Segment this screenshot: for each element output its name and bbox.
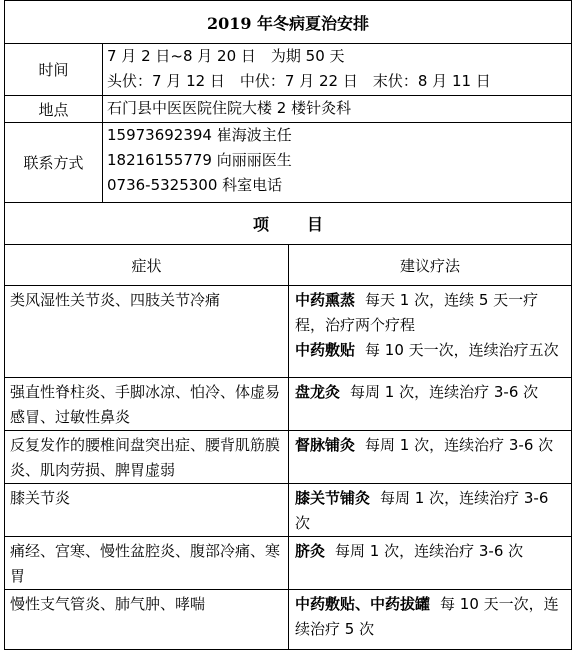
therapy-name: 中药熏蒸 [295,291,356,309]
symptom-cell: 慢性支气管炎、肺气肿、哮喘 [5,590,289,650]
therapy-header: 建议疗法 [289,245,572,286]
table-row [5,378,572,431]
fu-dates: 头伏：7 月 12 日 中伏：7 月 22 日 末伏：8 月 11 日 [107,72,491,90]
time-range: 7 月 2 日~8 月 20 日 为期 50 天 [107,47,345,65]
schedule-table [4,0,572,650]
therapy-name: 督脉铺灸 [295,436,356,454]
schedule-document [4,0,571,650]
therapy-desc: 每周 1 次，连续治疗 3-6 次 [295,489,549,532]
therapy-desc: 每周 1 次，连续治疗 3-6 次 [335,542,524,560]
table-row [5,431,572,484]
table-row [5,537,572,590]
symptom-cell: 类风湿性关节炎、四肢关节冷痛 [5,286,289,378]
therapy-desc: 每天 1 次，连续 5 天一疗程，治疗两个疗程 [295,291,539,334]
therapy-name: 中药敷贴、中药拔罐 [295,595,431,613]
contact-cell [103,123,572,203]
table-row [5,484,572,537]
section-title: 项 目 [5,203,572,245]
therapy-cell [289,537,572,590]
therapy-cell [289,378,572,431]
symptom-cell: 痛经、宫寒、慢性盆腔炎、腹部冷痛、寒胃 [5,537,289,590]
symptom-header: 症状 [5,245,289,286]
document-title: 2019 年冬病夏治安排 [5,1,572,44]
therapy-name: 盘龙灸 [295,383,341,401]
therapy-cell [289,286,572,378]
therapy-desc: 每 10 天一次，连续治疗 5 次 [295,595,559,638]
therapy-cell [289,590,572,650]
place-value: 石门县中医医院住院大楼 2 楼针灸科 [103,96,572,123]
therapy-desc: 每 10 天一次，连续治疗五次 [365,341,559,359]
contact-line: 18216155779 向丽丽医生 [107,151,292,169]
symptom-cell: 反复发作的腰椎间盘突出症、腰背肌筋膜炎、肌肉劳损、脾胃虚弱 [5,431,289,484]
therapy-cell [289,484,572,537]
table-row [5,590,572,650]
therapy-name: 脐灸 [295,542,326,560]
therapy-desc: 每周 1 次，连续治疗 3-6 次 [350,383,539,401]
contact-line: 15973692394 崔海波主任 [107,126,292,144]
symptom-cell: 强直性脊柱炎、手脚冰凉、怕冷、体虚易感冒、过敏性鼻炎 [5,378,289,431]
place-label: 地点 [5,96,103,123]
therapy-name: 膝关节铺灸 [295,489,371,507]
symptom-cell: 膝关节炎 [5,484,289,537]
time-cell [103,44,572,96]
time-label: 时间 [5,44,103,96]
therapy-desc: 每周 1 次，连续治疗 3-6 次 [365,436,554,454]
therapy-name: 中药敷贴 [295,341,356,359]
contact-label: 联系方式 [5,123,103,203]
table-row [5,286,572,378]
therapy-cell [289,431,572,484]
contact-line: 0736-5325300 科室电话 [107,176,283,194]
